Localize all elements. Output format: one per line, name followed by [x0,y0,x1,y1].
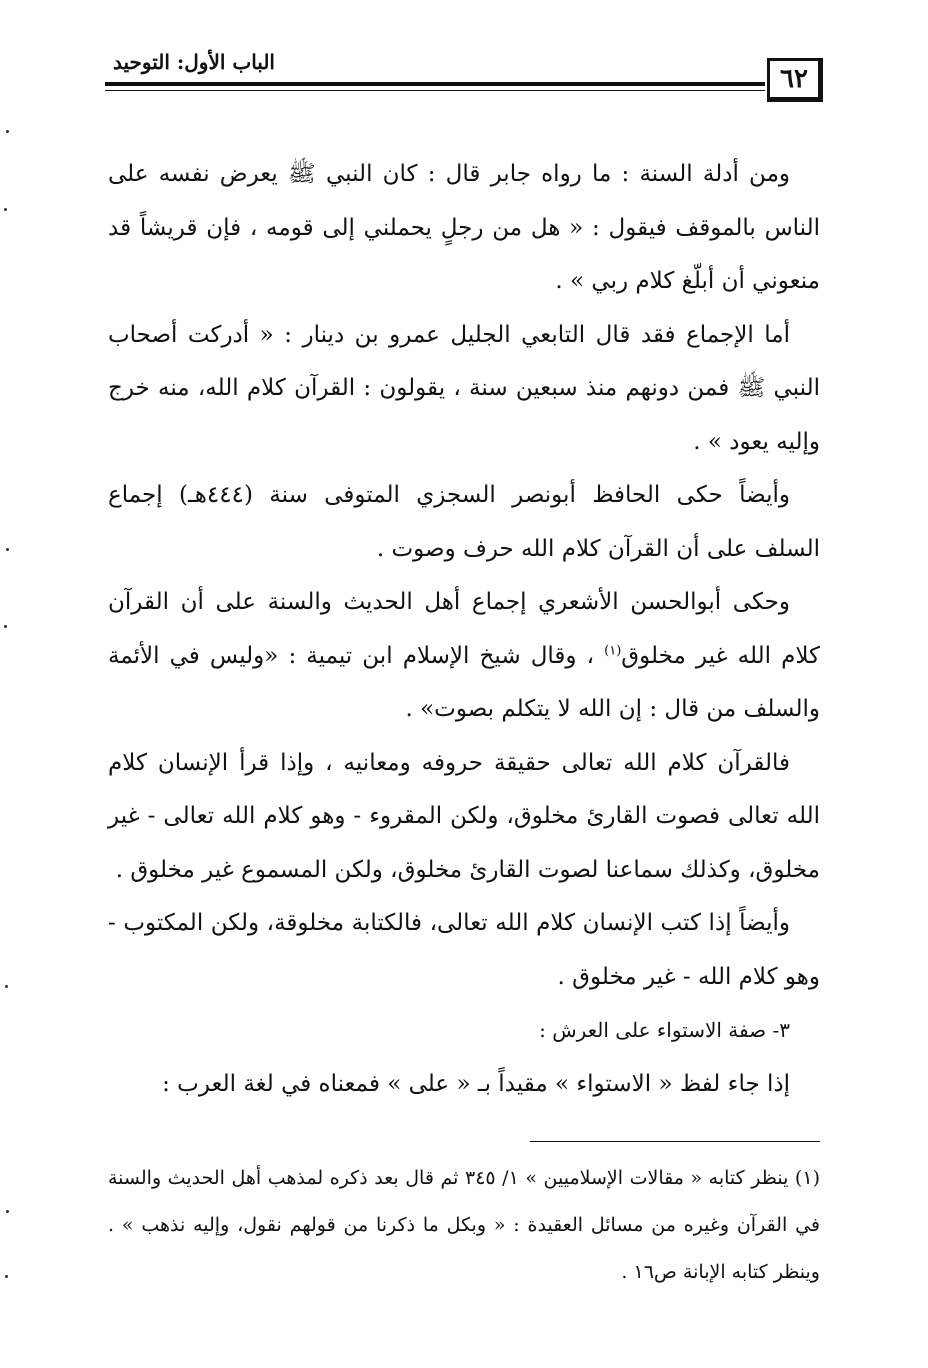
footnotes [108,1155,820,1296]
paragraph-writing: وأيضاً إذا كتب الإنسان كلام الله تعالى، فالكتابة مخلوقة، ولكن المكتوب - وهو كلام الله - غير مخلوق . [108,910,820,990]
paragraph-ashari [108,576,820,737]
running-title: الباب الأول: التوحيد [113,50,275,74]
footnote-separator [530,1141,820,1142]
footnote-1: (١) ينظر كتابه « مقالات الإسلاميين » ١/ ٣٤٥ ثم قال بعد ذكره لمذهب أهل الحديث والسنة في القرآن وغيره من مسائل العقيدة : « وبكل ما ذكرنا من قولهم نقول، وإليه نذهب » . وينظر كتابه الإبانة ص١٦ . [108,1167,820,1283]
scan-speck [4,208,7,211]
scan-speck [5,985,8,988]
paragraph-ijma: أما الإجماع فقد قال التابعي الجليل عمرو بن دينار : « أدركت أصحاب النبي ﷺ فمن دونهم منذ سبعين سنة ، يقولون : القرآن كلام الله، منه خرج وإليه يعود » . [108,321,820,455]
scan-speck [4,625,7,628]
paragraph-sunnah-evidence: ومن أدلة السنة : ما رواه جابر قال : كان النبي ﷺ يعرض نفسه على الناس بالموقف فيقول : « هل من رجلٍ يحملني إلى قومه ، فإن قريشاً قد منعوني أن أبلّغ كلام ربي » . [108,161,820,294]
main-text [108,148,820,1111]
page-header [105,40,830,110]
scan-speck [6,548,9,551]
header-rule-thin [105,90,765,91]
scan-speck [6,1210,9,1213]
footnote-marker: (١) [604,642,622,658]
scan-speck [5,1275,8,1278]
ashari-text-cont: ، وقال شيخ الإسلام ابن تيمية : «وليس في الأئمة والسلف من قال : إن الله لا يتكلم بصوت» . [108,642,820,722]
section-heading: ٣- صفة الاستواء على العرش : [539,1018,790,1042]
ashari-text: وحكى أبوالحسن الأشعري إجماع أهل الحديث والسنة على أن القرآن كلام الله غير مخلوق [108,589,820,669]
paragraph-sijzi: وأيضاً حكى الحافظ أبونصر السجزي المتوفى سنة (٤٤٤هـ) إجماع السلف على أن القرآن كلام الله حرف وصوت . [108,482,820,562]
scan-speck [6,130,9,133]
paragraph-istiwa: إذا جاء لفظ « الاستواء » مقيداً بـ « على » فمعناه في لغة العرب : [162,1070,790,1097]
header-rule-thick [105,82,765,86]
page-number: ٦٢ [767,58,823,102]
paragraph-quran-reciter: فالقرآن كلام الله تعالى حقيقة حروفه ومعانيه ، وإذا قرأ الإنسان كلام الله تعالى فصوت القارئ مخلوق، ولكن المقروء - وهو كلام الله تعالى - غير مخلوق، وكذلك سماعنا لصوت القارئ مخلوق، ولكن المسموع غير مخلوق . [108,749,820,883]
